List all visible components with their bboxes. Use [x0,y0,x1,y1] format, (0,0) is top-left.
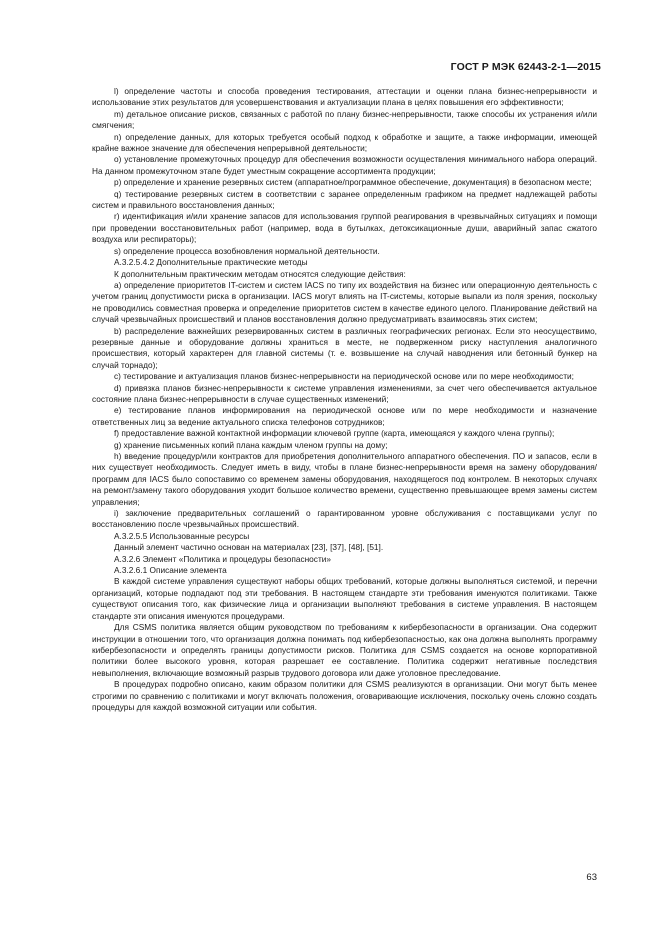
paragraph: i) заключение предварительных соглашений о гарантированном уровне обслуживания с поставщиками услуг по восстановлению после чрезвычайных происшествий. [92,508,597,530]
section-heading: А.3.2.5.4.2 Дополнительные практические методы [114,257,308,268]
paragraph: В каждой системе управления существуют наборы общих требований, которые должны выполняться системой, и перечни организаций, которые подпадают под эти требования. В настоящем стандарте эти требования именуются политиками. Также существуют описания того, как физические лица и организации выполняют требования в системе управления. В настоящем стандарте эти описания именуются процедурами. [92,576,597,621]
paragraph: Для CSMS политика является общим руководством по требованиям к кибербезопасности в организации. Она содержит инструкции в отношении того, что организация должна понимать под кибербезопасностью, как она должна выполнять программу кибербезопасности и определять границы допустимости рисков. Политика для CSMS создается на основе корпоративной политики более высокого уровня, которая разрешает ее составление. Политика содержит негативные последствия невыполнения, включающие возможный разрыв трудового договора или даже уголовное преследование. [92,622,597,678]
paragraph: g) хранение письменных копий плана каждым членом группы на дому; [114,439,388,450]
section-heading: А.3.2.5.5 Использованные ресурсы [114,530,250,541]
paragraph: p) определение и хранение резервных систем (аппаратное/программное обеспечение, документация) в безопасном месте; [114,177,592,188]
paragraph: h) введение процедур/или контрактов для приобретения дополнительного аппаратного обеспечения. ПО и запасов, если в них существует необходимость. Следует иметь в виду, чтобы в плане бизнес-непрерывности время на замену оборудования/программ для IACS было сопоставимо со временем замены оборудования, находящегося под контролем. В некоторых случаях на ремонт/замену такого оборудования уходит большое количество времени, существенно превышающее время замены систем управления; [92,451,597,507]
paragraph: В процедурах подробно описано, каким образом политики для CSMS реализуются в организации. Они могут быть менее строгими по сравнению с политиками и могут включать положения, оговаривающие исключения, поскольку очень сложно создать процедуры для каждой возможной ситуации или события. [92,679,597,712]
paragraph: o) установление промежуточных процедур для обеспечения возможности осуществления минимального набора операций. На данном промежуточном этапе будет уместным сокращение ассортимента продукции; [92,154,597,176]
paragraph: f) предоставление важной контактной информации ключевой группе (карта, имеющаяся у каждого члена группы); [114,428,555,439]
paragraph: n) определение данных, для которых требуется особый подход к обработке и защите, а также информации, имеющей крайне важное значение для обеспечения непрерывной деятельности; [92,131,597,154]
paragraph: d) привязка планов бизнес-непрерывности к системе управления изменениями, за счет чего обеспечивается актуальное состояние плана бизнес-непрерывности в случае существенных изменений; [92,382,597,404]
document-code-header: ГОСТ Р МЭК 62443-2-1—2015 [450,61,601,73]
body-text [92,86,597,713]
paragraph: e) тестирование планов информирования на периодической основе или по мере необходимости и назначение ответственных лиц за ведение актуального списка телефонов сотрудников; [92,405,597,427]
paragraph: a) определение приоритетов IT-систем и систем IACS по типу их воздействия на бизнес или операционную деятельность с учетом границ допустимости риска в организации. IACS могут влиять на IT-системы, которые выпали из поля зрения, поскольку не проводились совместная проверка и определение приоритетов систем в качестве единого целого. Планирование действий на случай чрезвычайных происшествий и планов восстановления должно предусматривать взаимосвязь этих систем; [92,279,597,325]
paragraph: l) определение частоты и способа проведения тестирования, аттестации и оценки плана бизнес-непрерывности и использование этих результатов для усовершенствования и актуализации плана в целях повышения его эффективности; [92,86,597,108]
page-number: 63 [586,872,597,883]
paragraph: К дополнительным практическим методам относятся следующие действия: [114,268,406,279]
paragraph: r) идентификация и/или хранение запасов для использования группой реагирования в чрезвычайных ситуациях и помощи при проведении восстановительных работ (например, вода в бутылках, детоксикационные души, аварийный запас сжатого воздуха или респираторы); [92,211,597,245]
paragraph: c) тестирование и актуализация планов бизнес-непрерывности на периодической основе или по мере необходимости; [114,371,574,382]
paragraph: b) распределение важнейших резервированных систем в различных географических регионах. Если это неосуществимо, резервные данные и оборудование должны храниться в месте, не подверженном риску наступления аналогичного происшествия, который характерен для главной системы (т. е. возвышение на случай наводнения или бетонный бункер на случай торнадо); [92,325,597,370]
section-heading: А.3.2.6 Элемент «Политика и процедуры безопасности» [114,553,331,564]
paragraph: s) определение процесса возобновления нормальной деятельности. [114,245,380,256]
paragraph: m) детальное описание рисков, связанных с работой по плану бизнес-непрерывности, также способы их устранения и/или смягчения; [92,108,597,131]
paragraph: Данный элемент частично основан на материалах [23], [37], [48], [51]. [114,542,384,553]
paragraph: q) тестирование резервных систем в соответствии с заранее определенным графиком на предмет надлежащей работы систем и правильного восстановления данных; [92,188,597,211]
section-heading: А.3.2.6.1 Описание элемента [114,565,227,576]
